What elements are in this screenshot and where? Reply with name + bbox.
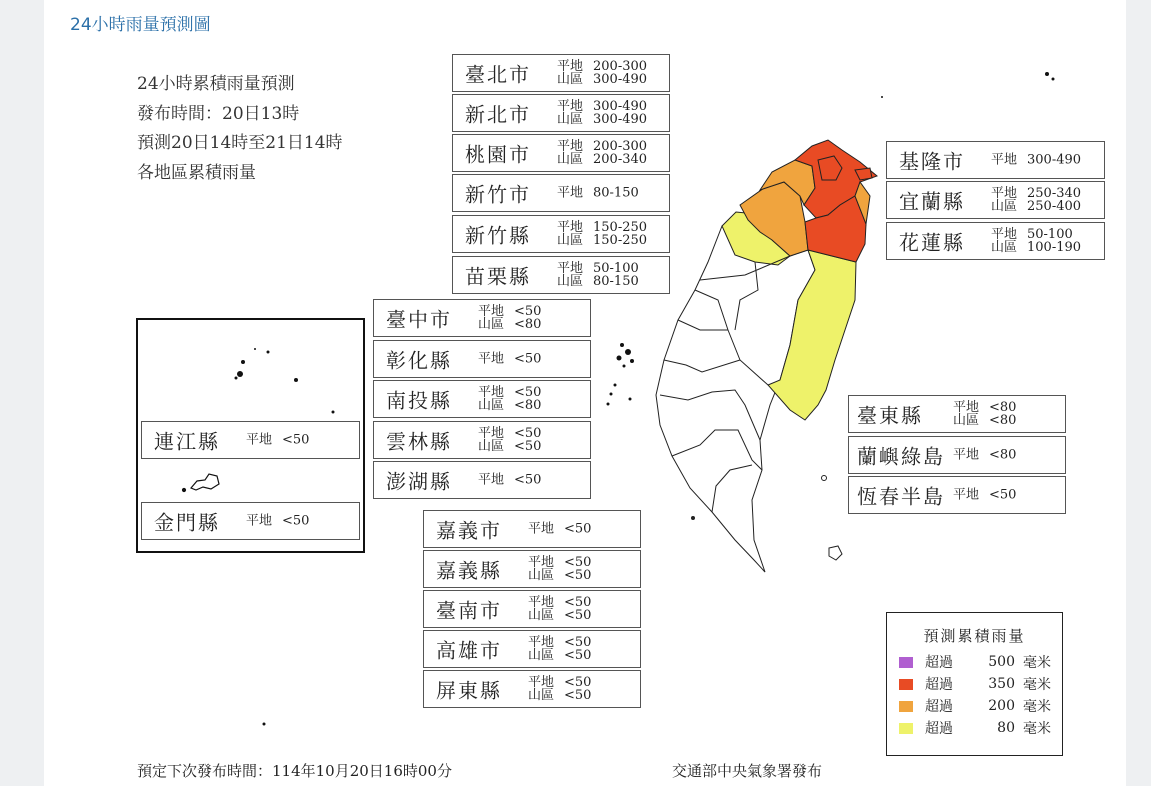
mountain-rainfall-label: 山區 — [528, 568, 555, 583]
region-rainfall — [557, 100, 647, 126]
region-name: 屏東縣 — [436, 678, 502, 703]
plain-rainfall — [528, 523, 591, 536]
mountain-rainfall-value: <50 — [564, 568, 592, 583]
plain-rainfall-value: 200-300 — [593, 139, 648, 154]
plain-rainfall-label: 平地 — [478, 385, 505, 400]
mountain-rainfall-value: 150-250 — [593, 233, 648, 248]
region-name: 臺南市 — [436, 598, 502, 623]
plain-rainfall-label: 平地 — [478, 304, 505, 319]
region-box-taichung-city — [373, 299, 591, 337]
region-name: 基隆市 — [899, 149, 965, 174]
region-name: 蘭嶼綠島 — [857, 444, 945, 469]
region-box-changhua-county — [373, 340, 591, 378]
region-box-lanyu-ludao — [848, 436, 1066, 474]
region-rainfall — [557, 221, 647, 247]
plain-rainfall-label: 平地 — [557, 220, 584, 235]
mountain-rainfall-label: 山區 — [991, 199, 1018, 214]
mountain-rainfall-label: 山區 — [478, 398, 505, 413]
region-box-hsinchu-county — [452, 215, 670, 253]
legend-item — [899, 698, 1051, 714]
mountain-rainfall-label: 山區 — [478, 439, 505, 454]
region-name: 嘉義市 — [436, 518, 502, 543]
mountain-rainfall-label: 山區 — [528, 608, 555, 623]
region-box-miaoli-county — [452, 256, 670, 294]
plain-rainfall-value: 50-100 — [1027, 227, 1073, 242]
plain-rainfall-label: 平地 — [246, 432, 273, 448]
mountain-rainfall-label: 山區 — [557, 112, 584, 127]
legend-prefix: 超過 — [925, 721, 953, 737]
region-name: 宜蘭縣 — [899, 189, 965, 214]
region-name: 臺北市 — [465, 62, 531, 87]
region-rainfall — [557, 140, 647, 166]
plain-rainfall-value: <50 — [514, 351, 542, 367]
mountain-rainfall — [557, 113, 647, 126]
publisher: 交通部中央氣象署發布 — [672, 762, 823, 780]
mountain-rainfall — [557, 153, 647, 166]
region-rainfall — [246, 515, 309, 528]
region-box-pingtung-county — [423, 670, 641, 708]
legend-threshold: 500 — [988, 654, 1015, 670]
region-box-kaohsiung-city — [423, 630, 641, 668]
plain-rainfall — [246, 515, 309, 528]
plain-rainfall-label: 平地 — [557, 139, 584, 154]
region-rainfall — [478, 427, 541, 453]
region-name: 彰化縣 — [386, 348, 452, 373]
region-box-new-taipei-city — [452, 94, 670, 132]
plain-rainfall-value: 50-100 — [593, 261, 639, 276]
mountain-rainfall — [478, 318, 541, 331]
mountain-rainfall-value: 300-490 — [593, 112, 648, 127]
mountain-rainfall — [557, 275, 639, 288]
plain-rainfall — [246, 434, 309, 447]
mountain-rainfall-label: 山區 — [557, 274, 584, 289]
region-name: 花蓮縣 — [899, 230, 965, 255]
plain-rainfall-value: <50 — [564, 595, 592, 610]
plain-rainfall-value: <50 — [564, 635, 592, 650]
issue-time: 發布時間：20日13時 — [137, 103, 300, 124]
mountain-rainfall — [991, 241, 1081, 254]
region-rainfall — [478, 474, 541, 487]
mountain-rainfall-label: 山區 — [478, 317, 505, 332]
plain-rainfall-value: <50 — [282, 432, 310, 448]
mountain-rainfall-value: 300-490 — [593, 72, 648, 87]
mountain-rainfall-value: <80 — [989, 413, 1017, 428]
legend-prefix: 超過 — [925, 699, 953, 715]
region-name: 臺東縣 — [857, 403, 923, 428]
legend-swatch — [899, 657, 913, 668]
ludao-island — [822, 476, 827, 481]
mountain-rainfall-value: <50 — [514, 439, 542, 454]
region-box-chiayi-county — [423, 550, 641, 588]
plain-rainfall-label: 平地 — [557, 99, 584, 114]
region-name: 新竹市 — [465, 182, 531, 207]
plain-rainfall-label: 平地 — [557, 185, 584, 201]
legend-unit: 毫米 — [1023, 721, 1051, 737]
region-box-nantou-county — [373, 380, 591, 418]
region-box-taipei-city — [452, 54, 670, 92]
plain-rainfall-value: 80-150 — [593, 185, 639, 201]
region-name: 雲林縣 — [386, 429, 452, 454]
mountain-rainfall-value: <50 — [564, 688, 592, 703]
mountain-rainfall-value: <80 — [514, 317, 542, 332]
mountain-rainfall-value: 200-340 — [593, 152, 648, 167]
plain-rainfall-label: 平地 — [557, 59, 584, 74]
plain-rainfall-value: <80 — [989, 400, 1017, 415]
plain-rainfall-value: 250-340 — [1027, 186, 1082, 201]
plain-rainfall-label: 平地 — [953, 400, 980, 415]
region-rainfall — [557, 262, 639, 288]
region-name: 金門縣 — [154, 510, 220, 535]
plain-rainfall-value: <50 — [564, 675, 592, 690]
plain-rainfall — [478, 474, 541, 487]
mountain-rainfall-value: 250-400 — [1027, 199, 1082, 214]
plain-rainfall-value: <50 — [514, 472, 542, 488]
mountain-rainfall-label: 山區 — [991, 240, 1018, 255]
plain-rainfall — [991, 154, 1081, 167]
region-name: 澎湖縣 — [386, 469, 452, 494]
legend-unit: 毫米 — [1023, 699, 1051, 715]
plain-rainfall-value: <80 — [989, 447, 1017, 463]
legend-swatch — [899, 723, 913, 734]
mountain-rainfall — [991, 200, 1081, 213]
mountain-rainfall-label: 山區 — [557, 72, 584, 87]
mountain-rainfall-value: 100-190 — [1027, 240, 1082, 255]
region-box-penghu-county — [373, 461, 591, 499]
region-name: 恆春半島 — [857, 484, 945, 509]
region-rainfall — [478, 305, 541, 331]
plain-rainfall-label: 平地 — [528, 555, 555, 570]
info-caption: 各地區累積雨量 — [137, 162, 256, 183]
region-box-taitung-county — [848, 395, 1066, 433]
mountain-rainfall-value: 80-150 — [593, 274, 639, 289]
plain-rainfall-value: <50 — [514, 426, 542, 441]
region-rainfall — [528, 676, 591, 702]
plain-rainfall-label: 平地 — [991, 227, 1018, 242]
next-issue-time: 預定下次發布時間：114年10月20日16時00分 — [137, 762, 452, 780]
region-rainfall — [953, 401, 1016, 427]
legend-prefix: 超過 — [925, 655, 953, 671]
region-rainfall — [528, 523, 591, 536]
region-rainfall — [953, 489, 1016, 502]
penghu-islands — [607, 343, 635, 406]
region-rainfall — [478, 353, 541, 366]
plain-rainfall-value: <50 — [282, 513, 310, 529]
plain-rainfall-label: 平地 — [528, 521, 555, 537]
region-box-chiayi-city — [423, 510, 641, 548]
mountain-rainfall-label: 山區 — [528, 648, 555, 663]
plain-rainfall-label: 平地 — [991, 152, 1018, 168]
region-rainfall — [478, 386, 541, 412]
plain-rainfall-value: <50 — [989, 487, 1017, 503]
legend-unit: 毫米 — [1023, 655, 1051, 671]
region-box-yilan-county — [886, 181, 1105, 219]
legend-swatch — [899, 679, 913, 690]
plain-rainfall-label: 平地 — [478, 351, 505, 367]
region-box-yunlin-county — [373, 421, 591, 459]
region-box-keelung-city — [886, 141, 1105, 179]
info-title: 24小時累積雨量預測 — [137, 74, 295, 94]
region-name: 新竹縣 — [465, 223, 531, 248]
plain-rainfall — [557, 187, 639, 200]
region-name: 高雄市 — [436, 638, 502, 663]
mountain-rainfall — [528, 689, 591, 702]
mountain-rainfall-label: 山區 — [557, 233, 584, 248]
legend-threshold: 350 — [988, 676, 1015, 692]
plain-rainfall-label: 平地 — [953, 447, 980, 463]
plain-rainfall-value: 150-250 — [593, 220, 648, 235]
mountain-rainfall-label: 山區 — [528, 688, 555, 703]
mountain-rainfall — [953, 414, 1016, 427]
plain-rainfall-value: 300-490 — [1027, 152, 1082, 168]
legend-item — [899, 654, 1051, 670]
page-title: 24小時雨量預測圖 — [70, 15, 211, 35]
region-box-lienchiang-county — [141, 421, 360, 459]
region-rainfall — [953, 449, 1016, 462]
legend-threshold: 200 — [988, 698, 1015, 714]
kinmen-islands — [183, 474, 220, 492]
region-rainfall — [991, 228, 1081, 254]
plain-rainfall-label: 平地 — [557, 261, 584, 276]
region-rainfall — [991, 187, 1081, 213]
plain-rainfall — [478, 353, 541, 366]
mountain-rainfall-value: <50 — [564, 648, 592, 663]
mountain-rainfall-label: 山區 — [953, 413, 980, 428]
plain-rainfall-value: 300-490 — [593, 99, 648, 114]
plain-rainfall-value: <50 — [564, 555, 592, 570]
plain-rainfall — [953, 449, 1016, 462]
region-rainfall — [246, 434, 309, 447]
forecast-period: 預測20日14時至21日14時 — [137, 133, 343, 153]
region-box-hualien-county — [886, 222, 1105, 260]
plain-rainfall — [953, 489, 1016, 502]
lanyu-island — [829, 546, 842, 560]
region-name: 桃園市 — [465, 142, 531, 167]
region-box-hengchun — [848, 476, 1066, 514]
plain-rainfall-value: 200-300 — [593, 59, 648, 74]
legend-item — [899, 676, 1051, 692]
plain-rainfall-value: <50 — [514, 385, 542, 400]
region-name: 新北市 — [465, 102, 531, 127]
plain-rainfall-label: 平地 — [528, 635, 555, 650]
region-rainfall — [557, 187, 639, 200]
plain-rainfall-label: 平地 — [953, 487, 980, 503]
mountain-rainfall — [528, 569, 591, 582]
mountain-rainfall — [528, 609, 591, 622]
mountain-rainfall — [557, 73, 647, 86]
plain-rainfall-label: 平地 — [991, 186, 1018, 201]
legend-threshold: 80 — [997, 720, 1015, 736]
legend — [886, 612, 1063, 756]
plain-rainfall-label: 平地 — [246, 513, 273, 529]
region-box-hsinchu-city — [452, 174, 670, 212]
region-name: 南投縣 — [386, 388, 452, 413]
region-rainfall — [528, 556, 591, 582]
mountain-rainfall — [557, 234, 647, 247]
legend-item — [899, 720, 1051, 736]
plain-rainfall-value: <50 — [514, 304, 542, 319]
mountain-rainfall-value: <80 — [514, 398, 542, 413]
taiwan-main-island — [656, 140, 877, 572]
region-rainfall — [528, 596, 591, 622]
region-rainfall — [991, 154, 1081, 167]
region-name: 嘉義縣 — [436, 558, 502, 583]
region-rainfall — [528, 636, 591, 662]
mountain-rainfall — [528, 649, 591, 662]
mountain-rainfall-value: <50 — [564, 608, 592, 623]
legend-title: 預測累積雨量 — [923, 627, 1026, 645]
mountain-rainfall — [478, 440, 541, 453]
region-rainfall — [557, 60, 647, 86]
legend-unit: 毫米 — [1023, 677, 1051, 693]
legend-swatch — [899, 701, 913, 712]
region-box-kinmen-county — [141, 502, 360, 540]
region-box-taoyuan-city — [452, 134, 670, 172]
region-name: 苗栗縣 — [465, 264, 531, 289]
plain-rainfall-label: 平地 — [528, 675, 555, 690]
region-name: 連江縣 — [154, 429, 220, 454]
plain-rainfall-value: <50 — [564, 521, 592, 537]
region-name: 臺中市 — [386, 307, 452, 332]
plain-rainfall-label: 平地 — [528, 595, 555, 610]
region-box-tainan-city — [423, 590, 641, 628]
mountain-rainfall-label: 山區 — [557, 152, 584, 167]
plain-rainfall-label: 平地 — [478, 472, 505, 488]
mountain-rainfall — [478, 399, 541, 412]
matsu-islands — [235, 348, 335, 414]
legend-prefix: 超過 — [925, 677, 953, 693]
plain-rainfall-label: 平地 — [478, 426, 505, 441]
